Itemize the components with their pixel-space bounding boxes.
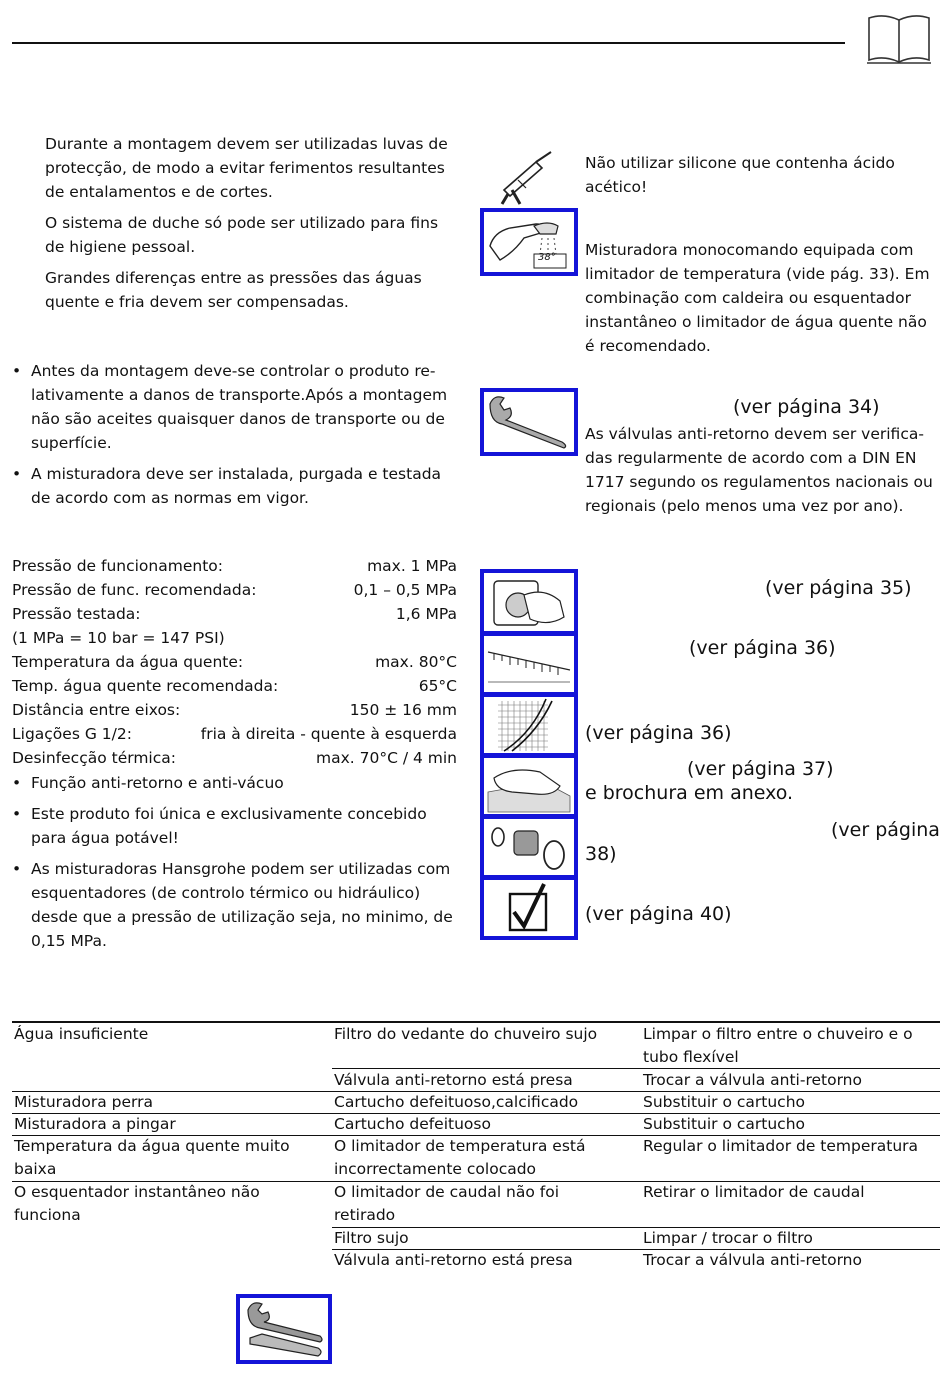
list-item xyxy=(12,462,457,510)
table-cell: Válvula anti-retorno está presa xyxy=(334,1251,573,1269)
ref-page-40: (ver página 40) xyxy=(585,903,732,925)
table-cell: Misturadora a pingar xyxy=(14,1115,176,1133)
table-cell: Substituir o cartucho xyxy=(643,1115,806,1133)
spec-value: max. 70°C / 4 min xyxy=(315,749,457,767)
list-item xyxy=(12,771,457,795)
bullet-text: A misturadora deve ser instalada, purgada e testada de acordo com as normas em vigor. xyxy=(31,465,442,507)
ruler-box xyxy=(480,632,578,696)
table-cell: Retirar o limitador de caudal xyxy=(643,1183,865,1201)
spec-row xyxy=(12,554,457,578)
table-cell: Misturadora perra xyxy=(14,1093,153,1111)
spec-label: Desinfecção térmica: xyxy=(12,749,176,767)
spec-row xyxy=(12,722,457,746)
table-cell: O limitador de caudal não foi retirado xyxy=(334,1183,560,1224)
spec-row xyxy=(12,602,457,626)
check-box xyxy=(480,876,578,940)
spec-value: fria à direita - quente à esquerda xyxy=(200,725,457,743)
spec-value: 0,1 – 0,5 MPa xyxy=(353,581,457,599)
spec-value: 65°C xyxy=(418,677,457,695)
wrench-icon xyxy=(484,392,574,452)
bullet-dot: • xyxy=(12,362,22,380)
spec-value: max. 1 MPa xyxy=(367,557,457,575)
book-icon xyxy=(866,10,932,66)
thermostat-hand-icon xyxy=(484,212,574,272)
bullet-text: As misturadoras Hansgrohe podem ser utilizadas com esquentadores (de controlo térmico ou hidráulico) desde que a pressão de utilização seja, no minimo, de 0,15 MPa. xyxy=(31,860,453,950)
table-cell: Filtro do vedante do chuveiro sujo xyxy=(334,1025,598,1043)
table-cell: Limpar / trocar o filtro xyxy=(643,1229,813,1247)
silicone-gun-icon xyxy=(496,150,558,206)
ruler-icon xyxy=(484,636,574,692)
thermostat-box xyxy=(480,208,578,276)
spec-label: Ligações G 1/2: xyxy=(12,725,132,743)
maintenance-text: As válvulas anti-retorno devem ser verifica-das regularmente de acordo com a DIN EN 1717 segundo os regulamentos nacionais ou regionais (pelo menos uma vez por ano). xyxy=(585,425,933,515)
table-cell: Trocar a válvula anti-retorno xyxy=(643,1251,862,1269)
table-cell: Substituir o cartucho xyxy=(643,1093,806,1111)
bullet-dot: • xyxy=(12,860,22,878)
spec-label: Distância entre eixos: xyxy=(12,701,181,719)
table-cell: O esquentador instantâneo não funciona xyxy=(14,1183,260,1224)
ref-page-36-a: (ver página 36) xyxy=(689,637,836,659)
silicone-warning: Não utilizar silicone que contenha ácido acético! xyxy=(585,154,895,196)
spec-value: 1,6 MPa xyxy=(395,605,457,623)
tools-box xyxy=(236,1294,332,1364)
spec-label: Temperatura da água quente: xyxy=(12,653,244,671)
limiter-text: Misturadora monocomando equipada com limitador de temperatura (vide pág. 33). Em combinação com caldeira ou esquentador instantâneo o limitador de água quente não é recomendado. xyxy=(585,241,930,355)
ref-page-35: (ver página 35) xyxy=(765,577,912,599)
spec-row xyxy=(12,578,457,602)
spec-label: Pressão de funcionamento: xyxy=(12,557,223,575)
cartridge-parts-icon xyxy=(484,819,574,875)
spec-row xyxy=(12,674,457,698)
ref-page-34: (ver página 34) xyxy=(733,396,880,418)
spec-label: Temp. água quente recomendada: xyxy=(12,677,279,695)
list-item xyxy=(12,857,462,953)
bullet-text: Antes da montagem deve-se controlar o produto re-lativamente a danos de transporte.Após a montagem não são aceites quaisquer danos de transporte ou de superfície. xyxy=(31,362,448,452)
checkmark-icon xyxy=(484,880,574,936)
intro-gloves: Durante a montagem devem ser utilizadas luvas de protecção, de modo a evitar ferimentos resultantes de entalamentos e de cortes. xyxy=(45,135,448,201)
spec-value: max. 80°C xyxy=(375,653,457,671)
bullet-text: Este produto foi única e exclusivamente concebido para água potável! xyxy=(31,805,427,847)
bullet-dot: • xyxy=(12,774,22,792)
intro-hygiene: O sistema de duche só pode ser utilizado para fins de higiene pessoal. xyxy=(45,214,439,256)
ref-page-36-b: (ver página 36) xyxy=(585,722,732,744)
ref-page-37-cont: e brochura em anexo. xyxy=(585,782,794,804)
table-cell: Trocar a válvula anti-retorno xyxy=(643,1071,862,1089)
ref-page-38-b: 38) xyxy=(585,843,617,865)
table-cell: Limpar o filtro entre o chuveiro e o tubo flexível xyxy=(643,1025,913,1066)
table-cell: Cartucho defeituoso,calcificado xyxy=(334,1093,579,1111)
cleaning-box xyxy=(480,754,578,818)
cartridge-box xyxy=(480,815,578,879)
list-item xyxy=(12,802,457,850)
intro-pressure: Grandes diferenças entre as pressões das águas quente e fria devem ser compensadas. xyxy=(45,269,422,311)
table-cell: Válvula anti-retorno está presa xyxy=(334,1071,573,1089)
bullet-dot: • xyxy=(12,805,22,823)
thermostat-display: 38° xyxy=(538,252,556,263)
hose-grid-box xyxy=(480,693,578,757)
spec-value: 150 ± 16 mm xyxy=(349,701,457,719)
table-cell: Água insuficiente xyxy=(14,1025,149,1043)
list-item xyxy=(12,359,457,455)
tools-icon xyxy=(240,1298,328,1360)
spec-row xyxy=(12,698,457,722)
wall-knob-icon xyxy=(484,573,574,631)
bullet-dot: • xyxy=(12,465,22,483)
hose-grid-icon xyxy=(484,697,574,753)
spec-label: Pressão testada: xyxy=(12,605,141,623)
ref-page-37: (ver página 37) xyxy=(687,758,834,780)
maintenance-box xyxy=(480,388,578,456)
spec-label: (1 MPa = 10 bar = 147 PSI) xyxy=(12,629,225,647)
spec-label: Pressão de func. recomendada: xyxy=(12,581,257,599)
table-cell: Regular o limitador de temperatura xyxy=(643,1137,919,1155)
table-cell: Temperatura da água quente muito baixa xyxy=(14,1137,290,1178)
hand-cleaning-icon xyxy=(484,758,574,814)
table-cell: Cartucho defeituoso xyxy=(334,1115,491,1133)
spec-row xyxy=(12,650,457,674)
spec-row xyxy=(12,746,457,770)
header-rule xyxy=(12,42,845,44)
table-cell: O limitador de temperatura está incorrectamente colocado xyxy=(334,1137,586,1178)
spec-row xyxy=(12,626,457,650)
wall-knob-box xyxy=(480,569,578,635)
ref-page-38-a: (ver página xyxy=(831,819,940,841)
table-cell: Filtro sujo xyxy=(334,1229,409,1247)
bullet-text: Função anti-retorno e anti-vácuo xyxy=(31,774,284,792)
